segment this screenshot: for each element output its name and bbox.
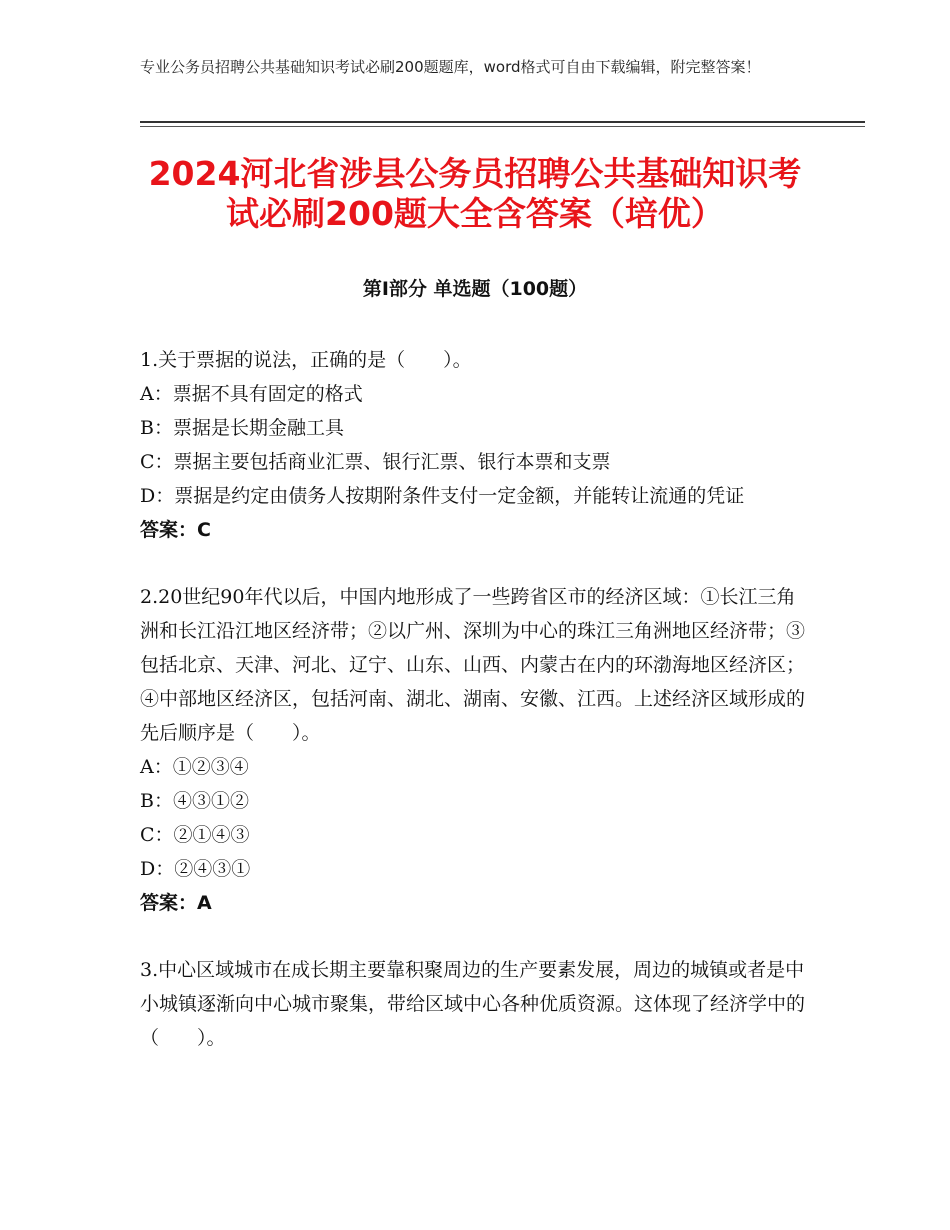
option-b: B：④③①② [140,790,249,812]
question-list [140,343,810,1088]
answer-line: 答案：C [140,519,211,541]
answer-line: 答案：A [140,892,212,914]
option-b: B：票据是长期金融工具 [140,417,344,439]
option-a: A：①②③④ [140,756,249,778]
header-note: 专业公务员招聘公共基础知识考试必刷200题题库，word格式可自由下载编辑，附完整答案！ [140,58,761,76]
question-stem: 1.关于票据的说法，正确的是（ ）。 [140,349,472,371]
question-2 [140,580,810,920]
header-divider-thick [140,121,865,123]
question-stem: 2.20世纪90年代以后，中国内地形成了一些跨省区市的经济区域：①长江三角洲和长江沿江地区经济带；②以广州、深圳为中心的珠江三角洲地区经济带；③包括北京、天津、河北、辽宁、山东、山西、内蒙古在内的环渤海地区经济区；④中部地区经济区，包括河南、湖北、湖南、安徽、江西。上述经济区域形成的先后顺序是（ ）。 [140,586,806,744]
header-divider-thin [140,126,865,127]
question-1 [140,343,810,547]
question-stem: 3.中心区域城市在成长期主要靠积聚周边的生产要素发展，周边的城镇或者是中小城镇逐渐向中心城市聚集，带给区域中心各种优质资源。这体现了经济学中的（ ）。 [140,959,806,1049]
question-3 [140,953,810,1055]
option-a: A：票据不具有固定的格式 [140,383,363,405]
option-d: D：②④③① [140,858,251,880]
option-c: C：②①④③ [140,824,250,846]
option-d: D：票据是约定由债务人按期附条件支付一定金额，并能转让流通的凭证 [140,485,745,507]
section-title: 第Ⅰ部分 单选题（100题） [362,278,588,300]
document-title: 2024河北省涉县公务员招聘公共基础知识考试必刷200题大全含答案（培优） [148,154,802,233]
option-c: C：票据主要包括商业汇票、银行汇票、银行本票和支票 [140,451,611,473]
